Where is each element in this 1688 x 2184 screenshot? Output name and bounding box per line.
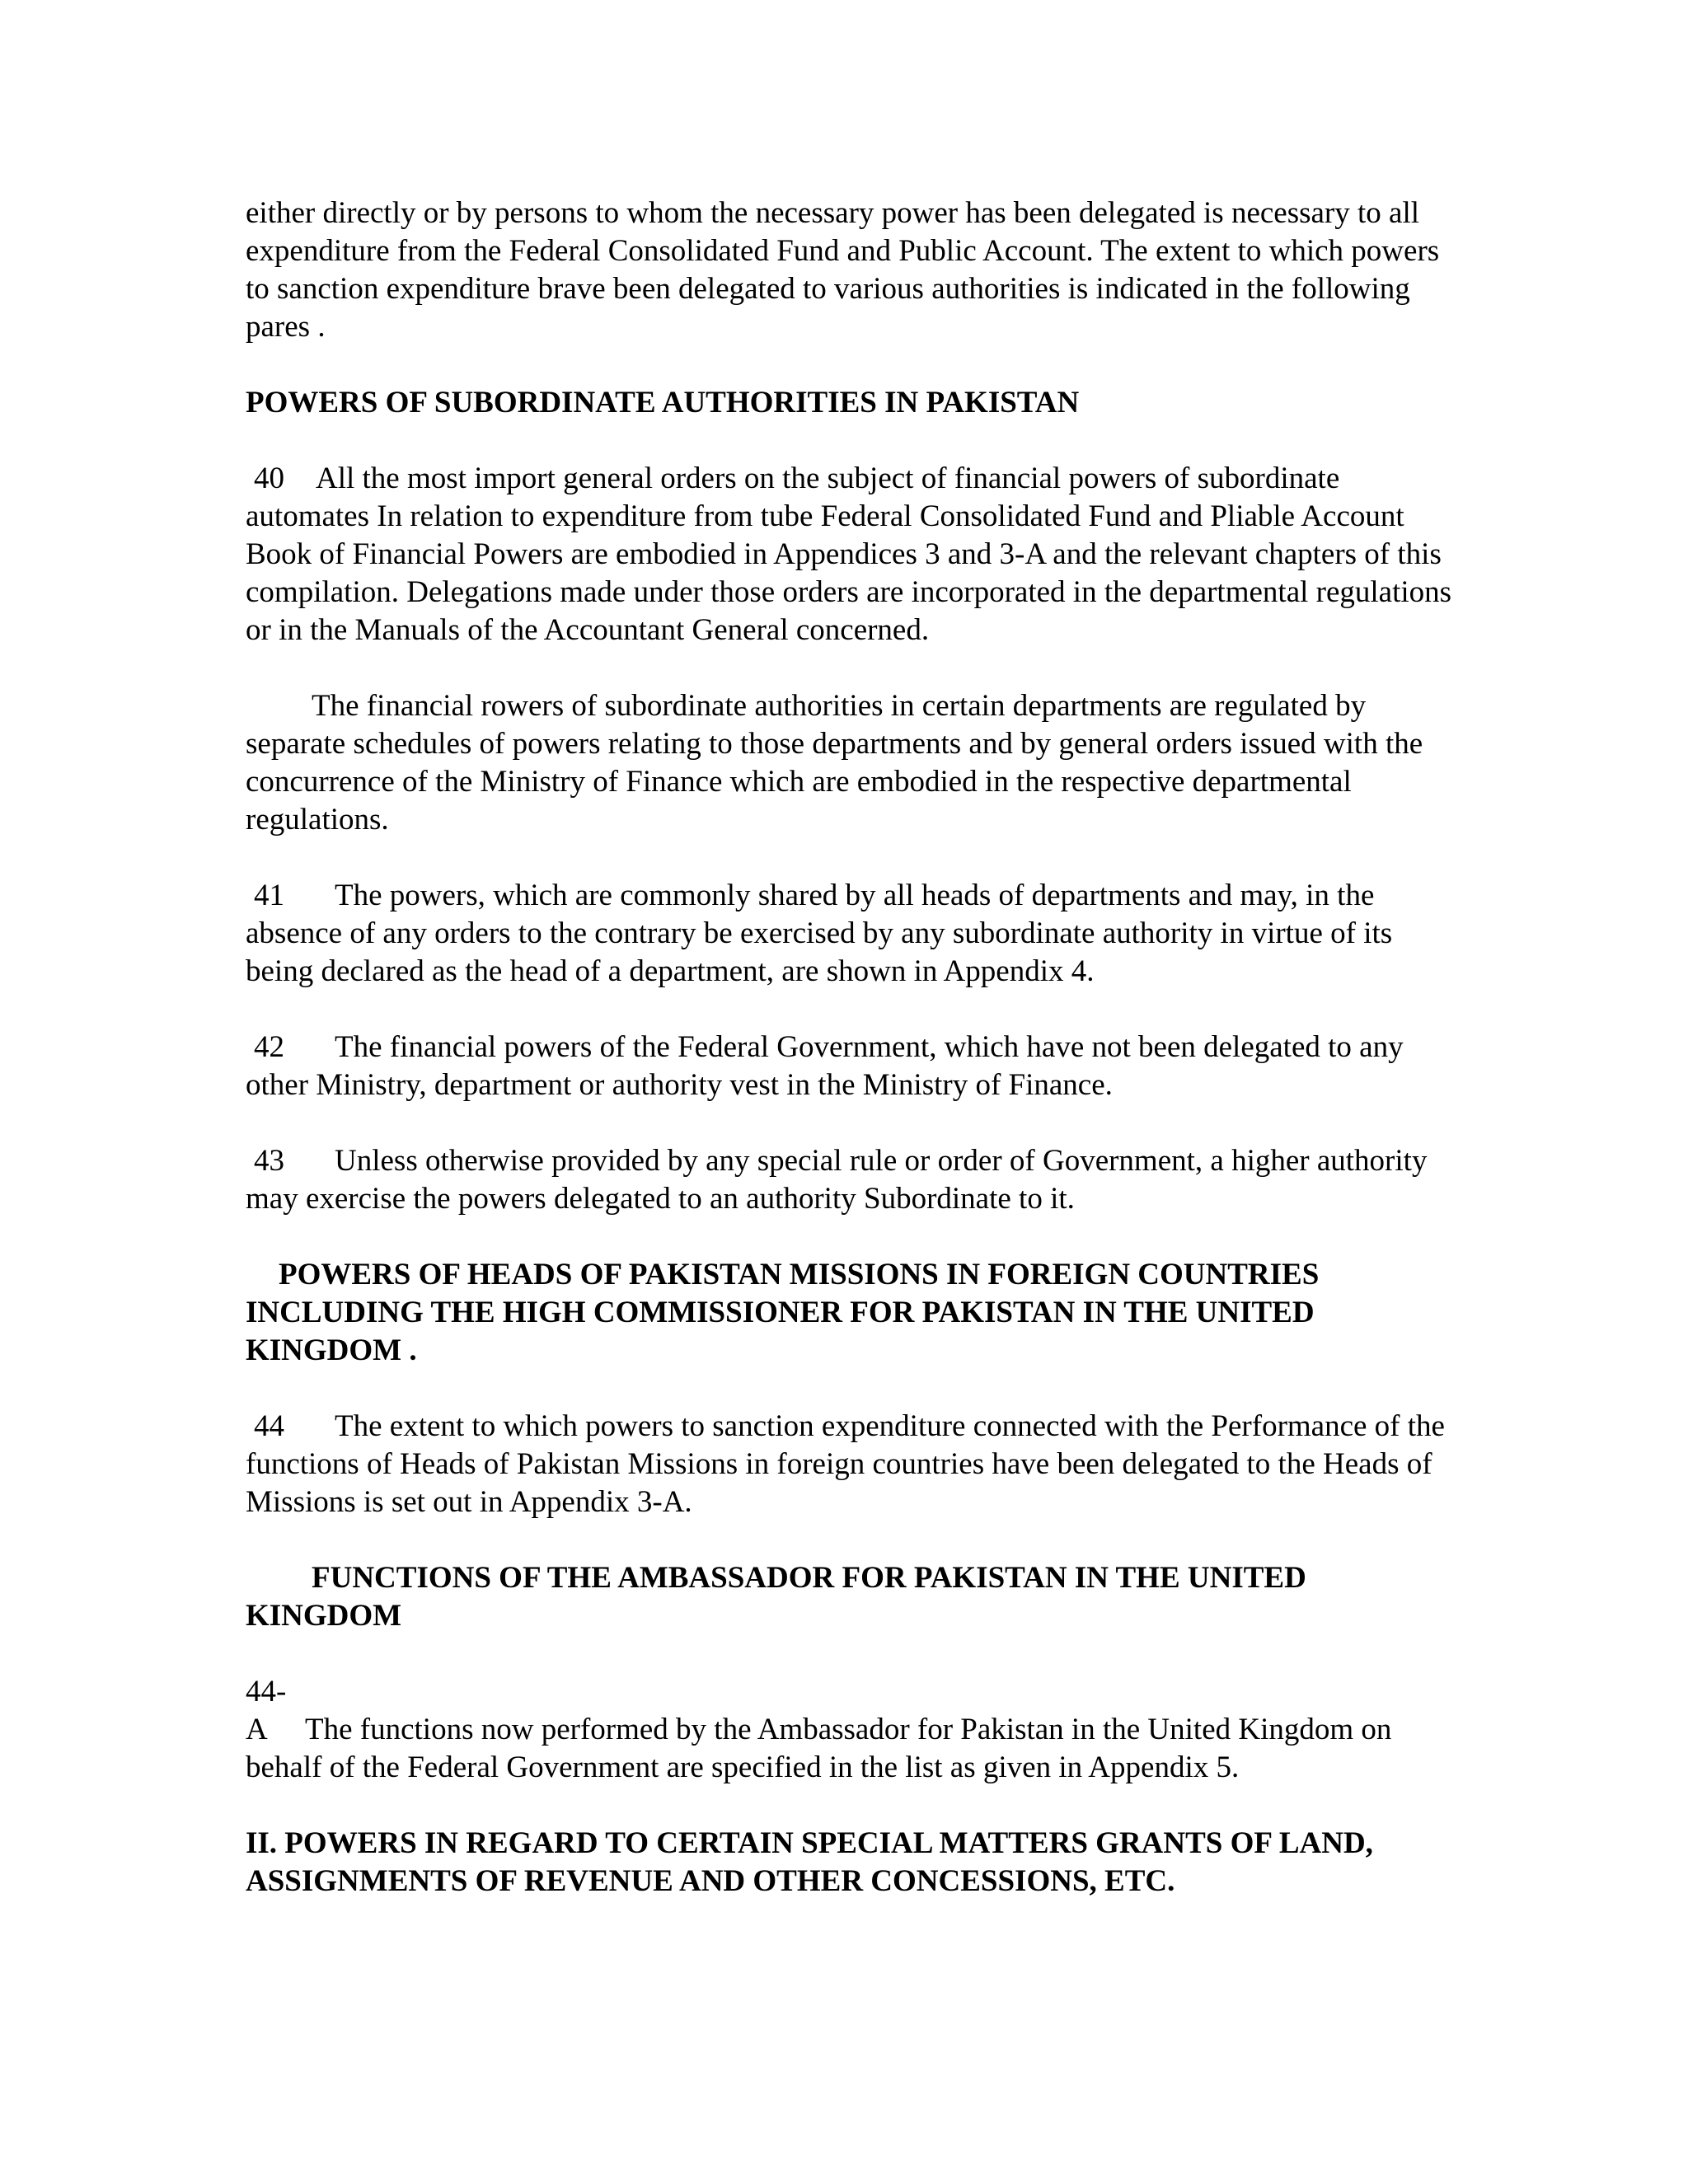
paragraph-40-continued: The financial rowers of subordinate authorities in certain departments are regulated by separate schedules of powers relating to those departments and by general orders issued with the concurrence of the Ministry of Finance which are embodied in the respective departmental regulations. (246, 689, 1423, 837)
heading-subordinate-authorities: POWERS OF SUBORDINATE AUTHORITIES IN PAKISTAN (246, 386, 1080, 419)
paragraph-text-44a: The functions now performed by the Ambassador for Pakistan in the United Kingdom on behalf of the Federal Government are specified in the list as given in Appendix 5. (246, 1713, 1392, 1784)
paragraph-number-44: 44 (254, 1409, 284, 1443)
paragraph-number-43: 43 (254, 1144, 284, 1178)
heading-ambassador-functions: FUNCTIONS OF THE AMBASSADOR FOR PAKISTAN IN THE UNITED KINGDOM (246, 1561, 1306, 1633)
paragraph-number-40: 40 (254, 462, 284, 495)
paragraph-text-40: All the most import general orders on the subject of financial powers of subordinate automates In relation to expenditure from tube Federal Consolidated Fund and Pliable Account Book of Financial Powers are embodied in Appendices 3 and 3-A and the relevant chapters of this compilation. Delegations made under those orders are incorporated in the departmental regulations or in the Manuals of the Accountant General concerned. (246, 462, 1452, 647)
paragraph-43 (246, 1142, 1465, 1218)
paragraph-text-44: The extent to which powers to sanction expenditure connected with the Performance of the functions of Heads of Pakistan Missions in foreign countries have been delegated to the Heads of Missions is set out in Appendix 3-A. (246, 1409, 1445, 1519)
paragraph-number-42: 42 (254, 1030, 284, 1064)
paragraph-41 (246, 877, 1465, 991)
paragraph-text-43: Unless otherwise provided by any special rule or order of Government, a higher authority may exercise the powers delegated to an authority Subordinate to it. (246, 1144, 1428, 1216)
paragraph-44 (246, 1408, 1465, 1521)
paragraph-text-41: The powers, which are commonly shared by all heads of departments and may, in the absence of any orders to the contrary be exercised by any subordinate authority in virtue of its being declared as the head of a department, are shown in Appendix 4. (246, 879, 1393, 988)
paragraph-42 (246, 1029, 1465, 1104)
paragraph-text-42: The financial powers of the Federal Government, which have not been delegated to any other Ministry, department or authority vest in the Ministry of Finance. (246, 1030, 1404, 1102)
heading-special-matters: II. POWERS IN REGARD TO CERTAIN SPECIAL MATTERS GRANTS OF LAND, ASSIGNMENTS OF REVENUE AND OTHER CONCESSIONS, ETC. (246, 1826, 1373, 1898)
heading-heads-of-missions: POWERS OF HEADS OF PAKISTAN MISSIONS IN FOREIGN COUNTRIES INCLUDING THE HIGH COMMISSIONER FOR PAKISTAN IN THE UNITED KINGDOM . (246, 1258, 1320, 1367)
paragraph-number-44a: 44-A (246, 1675, 287, 1746)
intro-paragraph: either directly or by persons to whom the necessary power has been delegated is necessary to all expenditure from the Federal Consolidated Fund and Public Account. The extent to which powers to sanction expenditure brave been delegated to various authorities is indicated in the following pares . (246, 196, 1440, 344)
paragraph-40 (246, 460, 1465, 649)
document-page (246, 194, 1465, 1938)
paragraph-number-41: 41 (254, 879, 284, 912)
paragraph-44a (246, 1673, 1465, 1787)
